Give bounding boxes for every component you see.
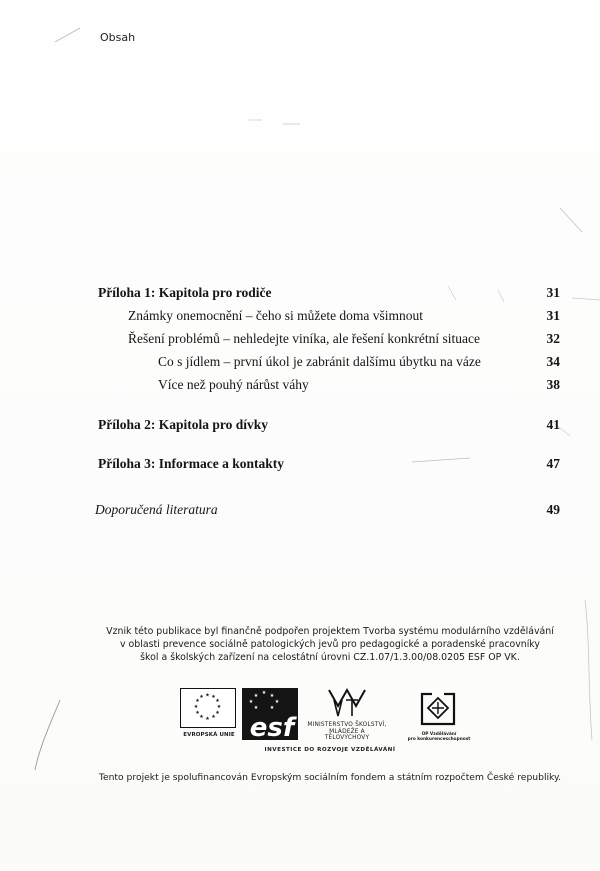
toc-page: 41 <box>546 417 560 432</box>
toc-page: 34 <box>546 354 560 369</box>
toc-page: 31 <box>546 308 560 323</box>
svg-text:★: ★ <box>199 714 204 720</box>
toc-entry <box>0 417 600 437</box>
msmt-label <box>306 722 388 742</box>
msmt-label-line: MLÁDEŽE A TĚLOVÝCHOVY <box>324 728 370 741</box>
funding-line: škol a školských zařízení na celostátní úrovni CZ.1.07/1.3.00/08.0205 ESF OP VK. <box>140 652 520 663</box>
svg-text:★: ★ <box>269 705 275 711</box>
toc-title: Příloha 3: Informace a kontakty <box>98 456 284 471</box>
toc-page: 32 <box>546 331 560 346</box>
svg-text:★: ★ <box>274 699 280 705</box>
esf-logo <box>242 688 298 740</box>
msmt-label-line: MINISTERSTVO ŠKOLSTVÍ, <box>307 722 387 728</box>
msmt-logo <box>326 686 368 725</box>
esf-text: esf <box>249 713 295 740</box>
op-vk-icon <box>418 688 460 730</box>
toc-title: Známky onemocnění – čeho si můžete doma všimnout <box>128 308 424 323</box>
toc-title: Příloha 1: Kapitola pro rodiče <box>98 285 272 300</box>
toc-entry <box>0 308 600 328</box>
funding-line: Vznik této publikace byl finančně podpořen projektem Tvorba systému modulárního vzdělávání <box>106 626 554 637</box>
svg-text:★: ★ <box>216 704 222 710</box>
svg-text:★: ★ <box>248 699 254 705</box>
esf-mark-icon <box>242 688 298 740</box>
svg-text:★: ★ <box>195 710 200 716</box>
op-label-line: OP Vzdělávání <box>421 732 457 737</box>
op-label <box>404 732 474 742</box>
toc-title: Co s jídlem – první úkol je zabránit dalšímu úbytku na váze <box>158 354 481 369</box>
msmt-monogram-icon <box>326 686 368 720</box>
cofunding-statement: Tento projekt je spolufinancován Evropským sociálním fondem a státním rozpočtem České republiky. <box>98 772 562 783</box>
toc-page: 31 <box>546 285 560 300</box>
toc-entry <box>0 354 600 374</box>
svg-text:★: ★ <box>215 710 220 716</box>
svg-text:★: ★ <box>193 704 199 710</box>
page-header: Obsah <box>100 31 136 44</box>
toc-entry <box>0 502 600 522</box>
toc-title: Řešení problémů – nehledejte viníka, ale řešení konkrétní situace <box>128 331 481 346</box>
toc-entry <box>0 377 600 397</box>
op-label-line: pro konkurenceschopnost <box>407 737 471 742</box>
logo-strip <box>178 686 478 746</box>
funding-line: v oblasti prevence sociálně patologických jevů pro pedagogické a poradenské pracovníky <box>120 639 540 650</box>
toc-page: 38 <box>546 377 560 392</box>
toc-title: Příloha 2: Kapitola pro dívky <box>98 417 269 432</box>
toc-page: 47 <box>546 456 560 471</box>
eu-flag-logo <box>180 688 236 728</box>
eu-stars-icon <box>181 689 234 726</box>
svg-text:★: ★ <box>205 716 210 722</box>
svg-text:★: ★ <box>261 690 267 696</box>
svg-text:★: ★ <box>205 692 210 699</box>
toc-entry <box>0 456 600 476</box>
eu-label: EVROPSKÁ UNIE <box>183 732 235 738</box>
svg-text:★: ★ <box>253 705 259 711</box>
funding-statement <box>100 625 560 664</box>
svg-text:★: ★ <box>195 698 200 704</box>
op-logo <box>418 688 460 735</box>
svg-text:★: ★ <box>211 714 216 720</box>
svg-text:★: ★ <box>215 698 220 704</box>
toc-title: Více než pouhý nárůst váhy <box>158 377 309 392</box>
toc-title: Doporučená literatura <box>95 502 218 517</box>
toc-entry <box>0 331 600 351</box>
toc-page: 49 <box>546 502 560 517</box>
svg-text:★: ★ <box>211 694 216 700</box>
investice-tagline: INVESTICE DO ROZVOJE VZDĚLÁVÁNÍ <box>264 747 396 753</box>
svg-text:★: ★ <box>199 694 204 700</box>
svg-text:★: ★ <box>253 693 259 699</box>
toc-entry <box>0 285 600 305</box>
svg-text:★: ★ <box>269 693 275 699</box>
